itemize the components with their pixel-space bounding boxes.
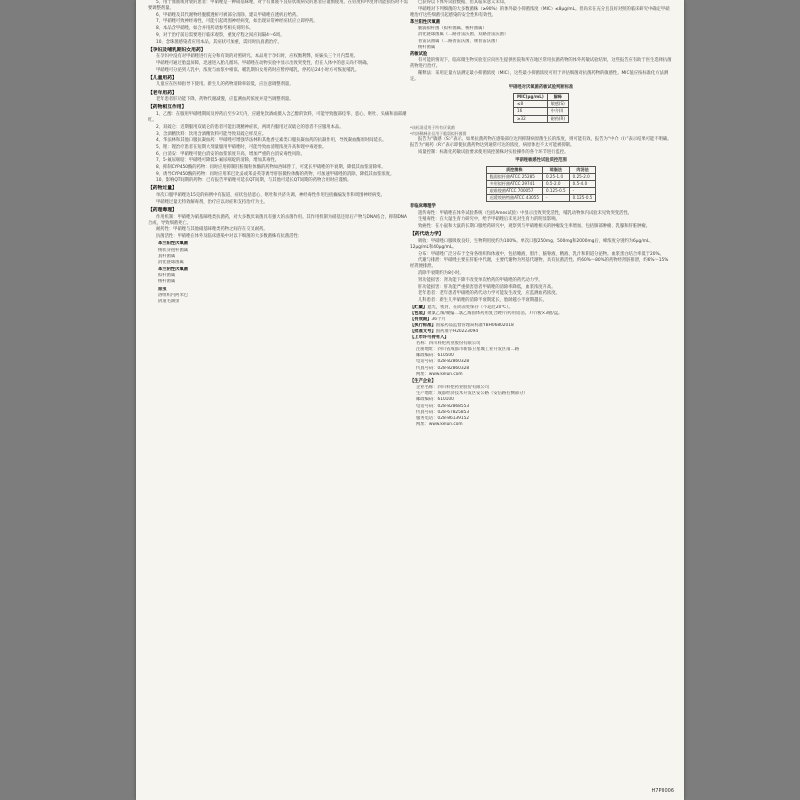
field-label: 【执行标准】: [410, 322, 436, 328]
paragraph: 遗传毒性：甲硝唑在体外试验系统（包括Ames试验）中显示出致突变活性，哺乳动物体内试验未见致突变活性。: [418, 210, 632, 216]
list-item: 消化链球菌属（二路普雷沃菌、双路普雷沃菌）: [418, 32, 509, 38]
table-cell: 0.125-0.5: [569, 195, 596, 202]
table-header: 肉汤法: [569, 166, 596, 173]
subsection-title: 药敏试验: [410, 51, 428, 57]
table-header: 琼脂法: [542, 166, 569, 173]
qc-table: [486, 166, 597, 202]
holder-name: 名称：四川科伦药业股份有限公司: [416, 341, 481, 347]
precautions-list: [148, 0, 410, 46]
table-row: [486, 195, 596, 202]
list-item: 拟杆菌属: [158, 273, 176, 279]
paragraph: 抗菌活性：甲硝唑在体外及临床感染中对以下细菌的大多数菌株有抗菌活性：: [156, 234, 303, 240]
paragraph: 作用机制：甲硝唑为硝基咪唑类抗菌药，对大多数厌氧菌具有强大的杀菌作用。其作用机制为硝基还原后产物与DNA结合，抑制DNA合成，导致细菌死亡。: [148, 214, 407, 226]
field-value: 国家药品监督管理局标准YBH06802018: [435, 322, 514, 328]
paragraph: 9、诱导CYP450酶的药物：同时应用苯巴比妥或苯妥英等诱导肝脏微粒体酶的药物，可加速甲硝唑的消除，降低其血浆浓度。: [156, 171, 395, 177]
paragraph: 报告为“敏感（S）”表示，如果抗菌药物在感染部位达到抑制病原菌生长的浓度，则可能有效。报告为“中介（I）”表示结果可能不明确。报告为“耐药（R）”表示即使抗菌药物达到通常可达的浓度，病原体也不太可能被抑制。: [410, 136, 672, 148]
table-cell: 艰难梭菌ATCC 700057: [486, 188, 542, 195]
section-title: 【药物相互作用】: [148, 105, 187, 111]
paragraph: 已获得以下体外试验数据，但其临床意义未知。: [418, 0, 509, 5]
paragraph: 5、锂：锂治疗患者在短期大剂量服用甲硝唑时，可能导致血清锂浓度升高和锂中毒迹象。: [156, 144, 327, 150]
list-item: 原虫: [158, 286, 167, 292]
paragraph: 老年患者肝功能下降，药物代谢减慢，应监测血药浓度并适当调整剂量。: [156, 97, 294, 103]
package-insert-sheet: [136, 0, 684, 800]
table-cell: 脆弱拟杆菌ATCC 25285: [486, 173, 542, 180]
paragraph: 消除半衰期约为8小时。: [418, 271, 464, 277]
table-row: [486, 188, 596, 195]
holder-phone: 电话号码：028-82860328: [416, 359, 470, 365]
table-row: [486, 181, 596, 188]
list-item: 溶组织内阿米巴: [158, 293, 189, 299]
section-pediatric: [148, 76, 410, 89]
table-cell: ≤8: [514, 101, 548, 108]
list-item: 8、本品含甲硝唑，如合并用药请参考相关说明书。: [156, 26, 254, 32]
paragraph: 10、影响QT间期的药物：已有报告甲硝唑可延长QT间期，与其他可延长QT间期的药物合用时应谨慎。: [156, 178, 352, 184]
paragraph: 在孕妇中没有对甲硝唑进行充分和有效的对照研究。本品用于孕妇时，应权衡利弊，妊娠头三个月内禁用。: [156, 54, 358, 60]
table-row: [514, 115, 569, 122]
right-column: [410, 0, 672, 796]
holder-website: 网址：www.kelun.com: [416, 371, 463, 377]
table-cell: 耐药(R): [547, 115, 568, 122]
holder-address: 注册地址：四川省成都市新都卫星城工业开发区南二路: [416, 347, 520, 353]
paragraph: 稀释法：采用定量方法测定最小抑菌浓度（MIC），这些最小抑菌浓度可用于评估细菌对抗菌药物的敏感性。MIC值应按标准化方法测定。: [410, 71, 669, 83]
field-value: 国药准字H20223094: [435, 328, 479, 334]
paragraph: 8、抑制CYP450酶的药物：同时应用抑制肝脏微粒体酶的药物如西咪替丁，可延长甲硝唑的半衰期，降低其血浆清除率。: [156, 164, 386, 170]
table-cell: 迟缓埃格特菌ATCC 43055: [486, 195, 542, 202]
paragraph: 代谢与排泄：甲硝唑主要在肝脏中代谢，主要代谢物为羟基代谢物，具有抗菌活性。约60%～80%的药物经肾脏排泄，约6%～15%经粪便排泄。: [410, 258, 669, 270]
paragraph: 生殖毒性：在大鼠生育力研究中，给予甲硝唑后未见对生育力的明显影响。: [418, 217, 560, 223]
list-item: 梭杆菌属: [418, 44, 436, 50]
table-header: MIC(μg/mL): [514, 94, 548, 101]
list-item: 革兰阴性厌氧菌: [158, 266, 189, 272]
table-caption: 甲硝唑对厌氧菌药敏试验判断标准: [508, 85, 574, 91]
paragraph: 甲硝唑过量无特效解毒剂，治疗应以对症和支持治疗为主。: [156, 199, 268, 205]
section-interactions: [148, 105, 410, 184]
field-label: 【贮藏】: [410, 304, 428, 310]
organism-list: [148, 241, 410, 305]
table-cell: 中介(I): [547, 108, 568, 115]
paragraph: 7、5-氟尿嘧啶：甲硝唑可降低5-氟尿嘧啶的清除，增加其毒性。: [156, 158, 280, 164]
table-cell: 多形拟杆菌ATCC 29741: [486, 181, 542, 188]
paragraph: 儿科患者：新生儿甲硝唑的消除半衰期延长，胎龄越小半衰期越长。: [418, 297, 547, 303]
maker-name: 企业名称：四川科伦药业股份有限公司: [416, 385, 490, 391]
section-title: 【生产企业】: [410, 378, 436, 384]
list-item: 普雷沃菌属（二路普雷沃菌、颊普雷沃菌）: [418, 38, 500, 44]
paragraph: 单次口服甲硝唑达15克的病例中有报道，症状包括恶心、呕吐和共济失调。神经毒性作用包括癫痫发作和周围神经病变。: [156, 193, 385, 199]
subsection-title: 革兰阳性厌氧菌: [410, 19, 441, 25]
section-pregnancy: [148, 48, 410, 74]
paragraph: 耐药性：甲硝唑与其他硝基咪唑类药物之间存在交叉耐药。: [156, 227, 268, 233]
section-title: 【孕妇及哺乳期妇女用药】: [148, 47, 206, 53]
list-item: 梭状芽孢杆菌属: [158, 247, 189, 253]
table-cell: 16: [514, 108, 548, 115]
list-item: 6、甲硝唑及其代谢物经腹膜透析可被部分清除，建议甲硝唑在透析后给药。: [156, 12, 301, 18]
paragraph: 质量控制：标准化药敏试验要求使用质控菌株对实验操作的各个环节进行监控。: [418, 149, 569, 155]
paragraph: 1、乙醇：在服用甲硝唑期间及停药后至少3天内，应避免饮酒或摄入含乙醇的饮料，可能导致腹部痉挛、恶心、呕吐、头痛和面部潮红。: [148, 112, 407, 124]
table-row: [514, 101, 569, 108]
maker-postcode: 邮政编码：610100: [416, 397, 454, 403]
maker-address: 生产地址：成都经济技术开发区安公路（安信路右侧部分）: [416, 391, 528, 397]
paragraph: 有可能的情况下，临床微生物实验室应向医生提供医院和所在地区常用抗菌药物的体外药敏试验结果，这些报告应有助于医生选择抗菌药物进行治疗。: [410, 58, 672, 70]
paragraph: 甲硝唑可通过胎盘屏障，迅速进入胎儿循环。甲硝唑在动物实验中显示出致突变性，但在人体中的意义尚不明确。: [156, 61, 371, 66]
table-caption: 甲硝唑敏感性试验质控范围: [515, 157, 567, 163]
table-cell: ≥32: [514, 115, 548, 122]
paragraph: 2、双硫仑：近期服用双硫仑的患者可能出现精神症状，两周内服用过双硫仑的患者不应服用本品。: [156, 124, 344, 130]
document-code: H7PII006: [651, 788, 674, 794]
list-item: 革兰阳性厌氧菌: [158, 241, 189, 247]
left-column: [148, 0, 410, 796]
field-value: 遮光，密封，在阴凉处保存（不超过20℃）。: [427, 304, 513, 310]
paragraph: 吸收：甲硝唑口服吸收良好，生物利用度约为100%。单次口服250mg、500mg和2000mg后，峰浓度分别约为6μg/mL、12μg/mL和40μg/mL。: [410, 238, 654, 251]
table-note: *该标准适用于所有厌氧菌: [410, 124, 455, 130]
subsection-title: 非临床毒理学: [410, 204, 436, 210]
section-title: 【药理毒理】: [148, 207, 177, 213]
list-item: 梭杆菌属: [158, 279, 176, 285]
paragraph: 肾功能损害：肾功能下降不改变单次给药的甲硝唑的药代动力学。: [418, 277, 543, 283]
table-row: [514, 108, 569, 115]
paragraph: 甲硝唑可分泌到人乳中，浓度与血浆中相似。哺乳期妇女用药时应暂停哺乳，停药后24小时方可恢复哺乳。: [156, 67, 360, 73]
list-item: 9、对于治疗前后需要进行临床观察，重复疗程之间应间隔4～6周。: [156, 32, 285, 38]
table-row: [486, 173, 596, 180]
table-cell: -: [542, 195, 569, 202]
field-label: 【上市许可持有人】: [410, 335, 449, 341]
list-item: 阴道毛滴虫: [158, 299, 180, 305]
table-cell: 0.125-0.5: [542, 188, 569, 195]
section-title: 【药物过量】: [148, 186, 177, 192]
list-item: 脆弱拟杆菌（拟杆菌属、梭杆菌属）: [418, 26, 487, 32]
paragraph: 6、白消安：甲硝唑可使白消安的血浆浓度升高，增加严重的白消安毒性风险。: [156, 151, 305, 157]
section-geriatric: [148, 91, 410, 104]
section-title: 【老年用药】: [148, 90, 177, 96]
table-cell: 0.5-4.0: [569, 181, 596, 188]
mic-table: [513, 93, 569, 122]
table-header: 解释: [547, 94, 568, 101]
bacteria-list: [410, 26, 672, 50]
paragraph: 老年患者：老年患者甲硝唑的药代动力学可能发生改变，应监测血药浓度。: [418, 291, 560, 297]
table-cell: 敏感(S): [547, 101, 568, 108]
manufacturer-info: [410, 385, 672, 428]
field-label: 【批准文号】: [410, 328, 436, 334]
field-value: 聚氯乙烯/聚偏二氯乙烯固体药用复合硬片/药用铝箔。7片/板×3板/盒。: [427, 310, 563, 316]
holder-info: [410, 341, 672, 378]
field-label: 【包装】: [410, 310, 428, 316]
paragraph: 4、华法林和其他口服抗凝血药：甲硝唑可增强华法林和其他香豆素类口服抗凝血药的抗凝作用，导致凝血酶原时间延长。: [156, 138, 387, 144]
paragraph: 儿童应在医师指导下使用。新生儿的药物清除率较低，应注意调整剂量。: [156, 82, 294, 88]
table-note: *肉汤稀释法仅用于脆弱拟杆菌群: [410, 130, 467, 136]
table-cell: -: [569, 188, 596, 195]
maker-fax: 传真号码：028-67825853: [416, 409, 470, 415]
maker-service: 服务电话：028-86139152: [416, 415, 470, 421]
section-pharmacology: [148, 208, 410, 240]
section-overdose: [148, 186, 410, 205]
table-cell: 0.25-2.0: [569, 173, 596, 180]
holder-fax: 传真号码：028-82860328: [416, 365, 470, 371]
list-item: 消化链球菌属: [158, 259, 184, 265]
maker-phone: 电话号码：028-82868553: [416, 403, 470, 409]
table-header: 质控菌株: [486, 166, 542, 173]
paragraph: 分布：甲硝唑广泛分布于全身各组织和体液中，包括唾液、胆汁、脑脊液、精液、乳汁和阴道分泌物。血浆蛋白结合率低于20%。: [418, 251, 664, 257]
paragraph: 肝功能损害：肝功能严重损害患者甲硝唑的清除率降低，血浆浓度升高。: [418, 284, 556, 290]
paragraph: 3、含酒精饮料：饮用含酒精饮料可能导致双硫仑样反应。: [156, 131, 267, 137]
table-cell: 0.5-2.0: [542, 181, 569, 188]
section-title: 【儿童用药】: [148, 75, 177, 81]
holder-postcode: 邮政编码：610500: [416, 353, 454, 359]
list-item: 10、念珠菌感染者应用本品，其症状可加重，需同时抗真菌治疗。: [156, 39, 282, 45]
section-title: 【药代动力学】: [410, 232, 444, 238]
list-item: 7、甲硝唑可致神经毒性，可能引起周围神经病变，如出现异常神经症状应立即停药。: [156, 19, 318, 25]
list-item: 5、用于血液或肾衰的患者：甲硝唑是一种硝基咪唑，对于有血液不良症状或病史的患者应谨慎使用。在轻度和中度肾功能损伤时不需要调整剂量。: [148, 0, 408, 12]
table-cell: 0.25-1.0: [542, 173, 569, 180]
maker-website: 网址：www.kelun.com: [416, 421, 463, 427]
paragraph: 致癌性：在小鼠和大鼠的长期口服给药研究中，观察到与甲硝唑相关的肿瘤发生率增加，包括肺部肿瘤、乳腺和肝脏肿瘤。: [418, 224, 651, 230]
paragraph: 甲硝唑对下列细菌的大多数菌株（≥90%）的体外最小抑菌浓度（MIC）≤8μg/mL。但尚未在充分且良好对照的临床研究中确定甲硝唑治疗这些细菌引起感染的安全性和有效性。: [410, 6, 670, 18]
storage-info: [410, 305, 672, 342]
field-value: 36个月: [431, 316, 446, 322]
field-label: 【有效期】: [410, 316, 432, 322]
list-item: 真杆菌属: [158, 253, 176, 259]
